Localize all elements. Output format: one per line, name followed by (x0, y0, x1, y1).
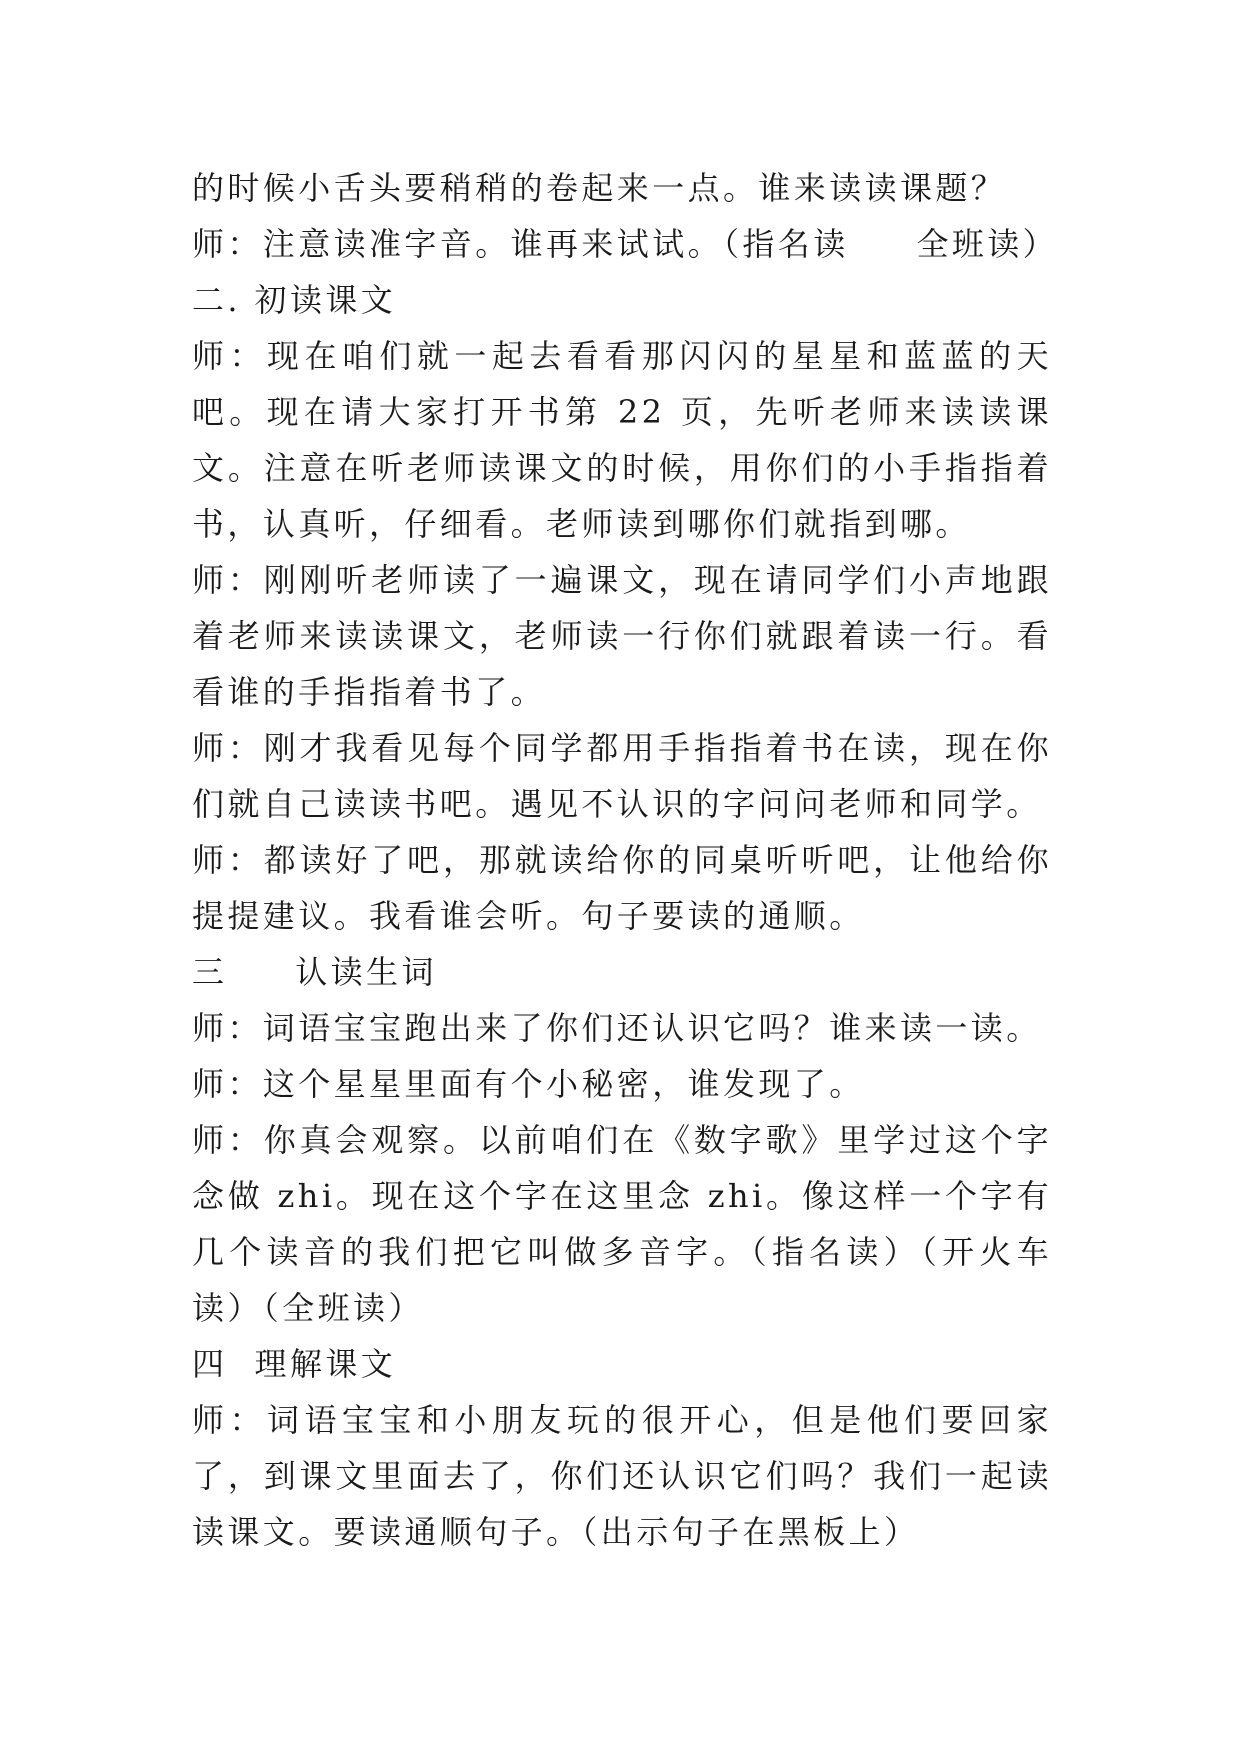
paragraph-little-secret: 师：这个星星里面有个小秘密，谁发现了。 (192, 1065, 865, 1103)
paragraph-word-babies: 师：词语宝宝跑出来了你们还认识它吗？谁来读一读。 (192, 1009, 1042, 1047)
section-heading-vocabulary: 三 认读生词 (192, 953, 437, 991)
paragraph-read-along: 师：刚刚听老师读了一遍课文，现在请同学们小声地跟着老师来读读课文，老师读一行你们就跟着读一行。看看谁的手指指着书了。 (192, 561, 1052, 711)
paragraph-pronunciation: 师：注意读准字音。谁再来试试。（指名读 全班读） (192, 225, 1059, 263)
document-body (192, 160, 1059, 1560)
paragraph-self-reading: 师：刚才我看见每个同学都用手指指着书在读，现在你们就自己读读书吧。遇见不认识的字问问老师和同学。 (192, 729, 1052, 823)
paragraph-read-sentences: 师：词语宝宝和小朋友玩的很开心，但是他们要回家了，到课文里面去了，你们还认识它们吗？我们一起读读课文。要读通顺句子。（出示句子在黑板上） (192, 1401, 1052, 1551)
paragraph-polyphonic: 师：你真会观察。以前咱们在《数字歌》里学过这个字念做 zhi。现在这个字在这里念 zhi。像这样一个字有几个读音的我们把它叫做多音字。（指名读）（开火车读）（全班读） (192, 1121, 1052, 1327)
paragraph-open-book: 师：现在咱们就一起去看看那闪闪的星星和蓝蓝的天吧。现在请大家打开书第 22 页，先听老师来读读课文。注意在听老师读课文的时候，用你们的小手指指着书，认真听，仔细看。老师读到哪你们就指到哪。 (192, 337, 1052, 543)
paragraph-deskmate-reading: 师：都读好了吧，那就读给你的同桌听听吧，让他给你提提建议。我看谁会听。句子要读的通顺。 (192, 841, 1052, 935)
section-heading-first-reading: 二. 初读课文 (192, 281, 397, 319)
paragraph-reading-title: 的时候小舌头要稍稍的卷起来一点。谁来读读课题？ (192, 169, 1007, 207)
section-heading-understanding: 四 理解课文 (192, 1345, 397, 1383)
